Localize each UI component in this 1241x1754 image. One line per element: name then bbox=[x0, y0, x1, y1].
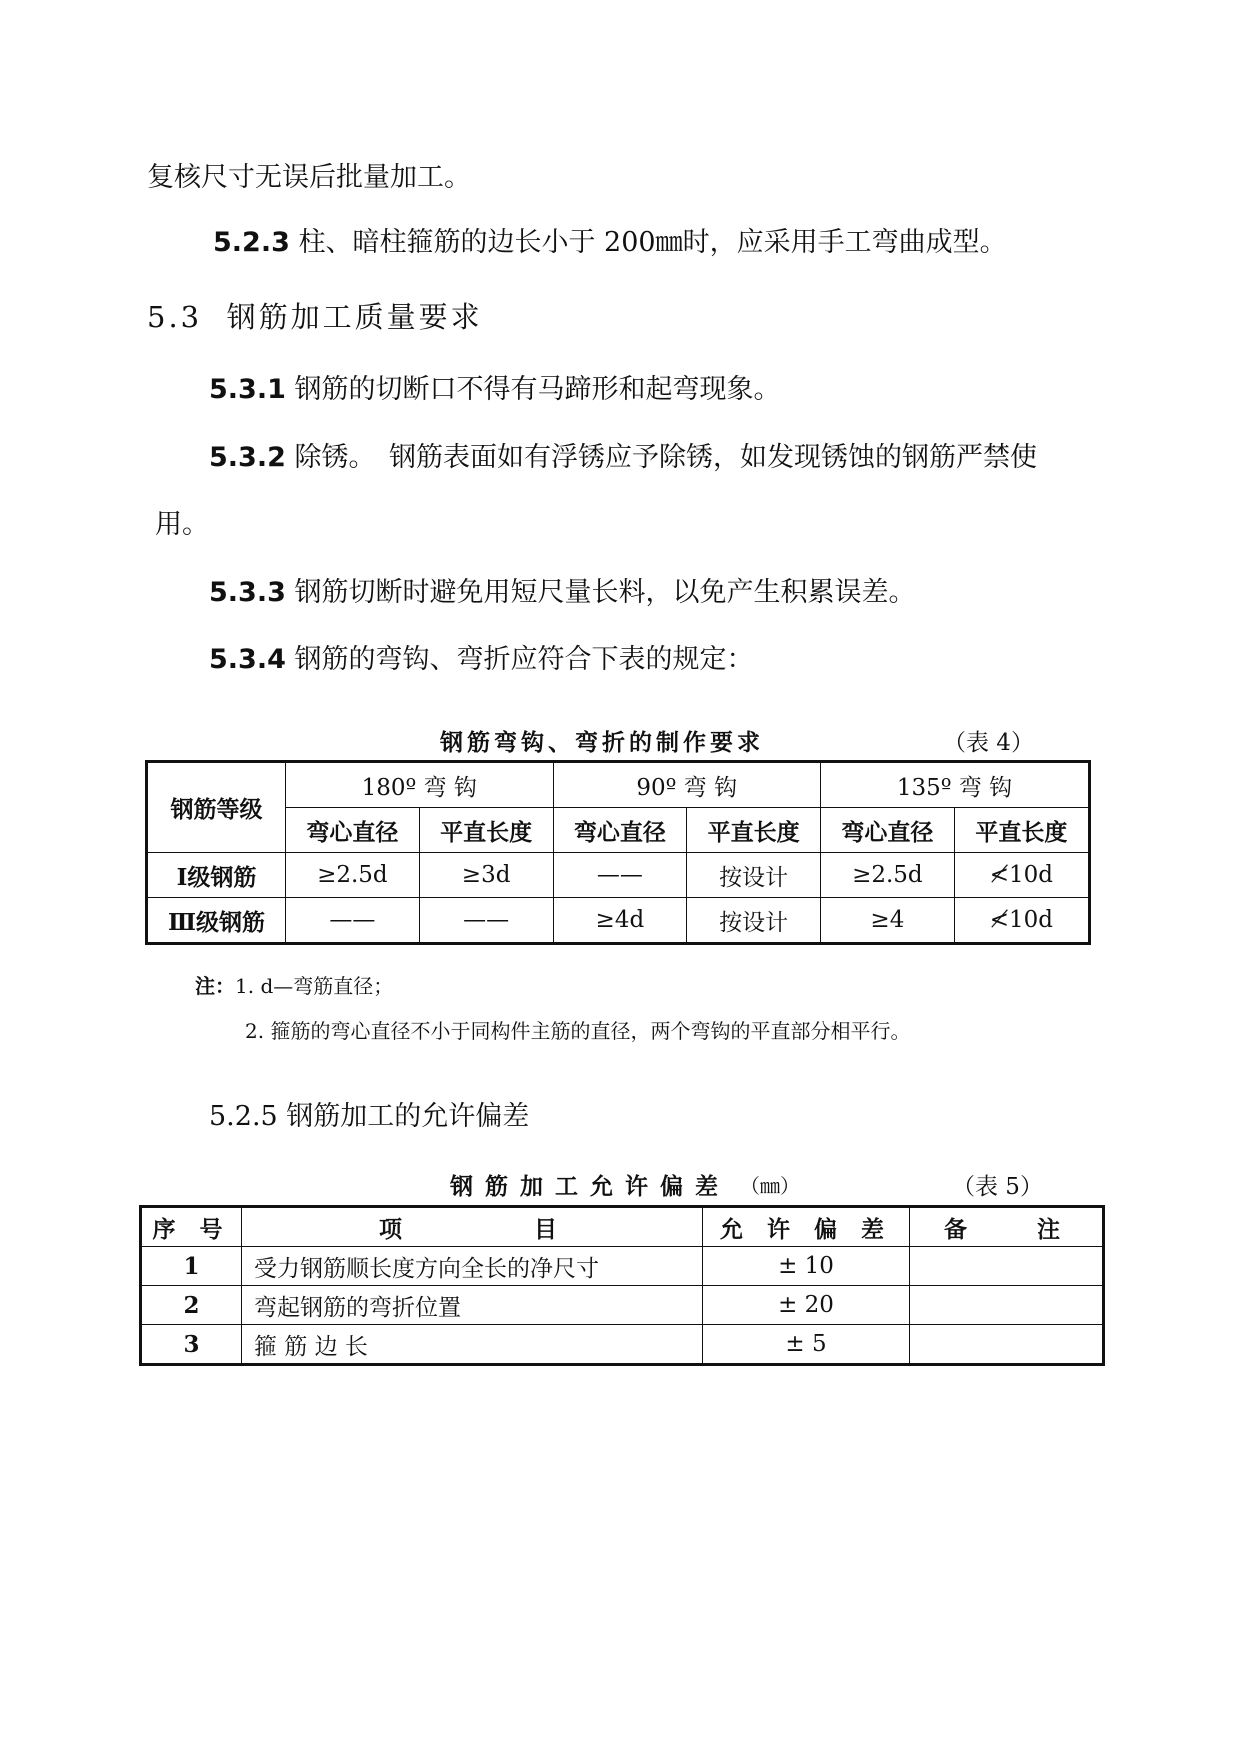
row-number: 2 bbox=[141, 1286, 242, 1325]
table-cell: ≥2.5d bbox=[821, 853, 955, 898]
row-remark bbox=[910, 1247, 1104, 1286]
table5-tag: （表 5） bbox=[952, 1174, 1043, 1200]
section-title: 钢筋加工质量要求 bbox=[226, 300, 483, 334]
group-header-180: 180º 弯 钩 bbox=[286, 762, 554, 808]
clause-5-3-2 bbox=[209, 441, 1037, 475]
clause-5-2-3 bbox=[213, 226, 1007, 260]
row-remark bbox=[910, 1286, 1104, 1325]
table-row bbox=[141, 1286, 1104, 1325]
note-text: 1. d—弯筋直径； bbox=[235, 974, 394, 998]
table-row bbox=[141, 1325, 1104, 1365]
note-label: 注： bbox=[195, 974, 235, 998]
paragraph-continuation: 复核尺寸无误后批量加工。 bbox=[147, 162, 471, 193]
table-cell: ≮10d bbox=[954, 898, 1089, 944]
clause-text: 钢筋的弯钩、弯折应符合下表的规定： bbox=[294, 644, 754, 675]
subheader: 平直长度 bbox=[687, 808, 821, 853]
row-number: 3 bbox=[141, 1325, 242, 1365]
subheader: 弯心直径 bbox=[286, 808, 420, 853]
header-no: 序 号 bbox=[141, 1207, 242, 1247]
row-item: 箍 筋 边 长 bbox=[242, 1325, 703, 1365]
row-tolerance: ± 10 bbox=[703, 1247, 910, 1286]
row-number: 1 bbox=[141, 1247, 242, 1286]
group-header-90: 90º 弯 钩 bbox=[553, 762, 821, 808]
hook-requirements-table bbox=[145, 760, 1091, 945]
table4-note-2: 2. 箍筋的弯心直径不小于同构件主筋的直径，两个弯钩的平直部分相平行。 bbox=[245, 1019, 911, 1043]
clause-text: 钢筋切断时避免用短尺量长料，以免产生积累误差。 bbox=[294, 577, 916, 608]
row-tolerance: ± 20 bbox=[703, 1286, 910, 1325]
grade-cell: Ⅲ级钢筋 bbox=[147, 898, 286, 944]
subheader: 弯心直径 bbox=[821, 808, 955, 853]
clause-5-2-5: 5.2.5 钢筋加工的允许偏差 bbox=[209, 1101, 530, 1132]
clause-number: 5.3.2 bbox=[209, 442, 286, 473]
grade-header: 钢筋等级 bbox=[147, 762, 286, 853]
subheader: 平直长度 bbox=[954, 808, 1089, 853]
clause-text: 除锈。 钢筋表面如有浮锈应予除锈，如发现锈蚀的钢筋严禁使 bbox=[294, 442, 1037, 473]
table-subheader-row bbox=[147, 808, 1090, 853]
clause-5-3-4 bbox=[209, 643, 753, 677]
table-row bbox=[141, 1247, 1104, 1286]
clause-text: 钢筋的切断口不得有马蹄形和起弯现象。 bbox=[294, 374, 781, 405]
table-cell: —— bbox=[286, 898, 420, 944]
table-header-row bbox=[141, 1207, 1104, 1247]
table5-caption: 钢筋加工允许偏差 bbox=[450, 1173, 730, 1200]
subheader: 平直长度 bbox=[419, 808, 553, 853]
table-cell: 按设计 bbox=[687, 898, 821, 944]
table-cell: ≥4d bbox=[553, 898, 687, 944]
table-cell: —— bbox=[553, 853, 687, 898]
row-item: 弯起钢筋的弯折位置 bbox=[242, 1286, 703, 1325]
grade-cell: Ⅰ级钢筋 bbox=[147, 853, 286, 898]
clause-5-3-3 bbox=[209, 576, 915, 610]
header-remark: 备 注 bbox=[910, 1207, 1104, 1247]
table4-caption: 钢筋弯钩、弯折的制作要求 bbox=[440, 729, 764, 756]
clause-5-3-2-continuation: 用。 bbox=[155, 509, 209, 540]
row-remark bbox=[910, 1325, 1104, 1365]
table-cell: ≥3d bbox=[419, 853, 553, 898]
table-cell: ≥4 bbox=[821, 898, 955, 944]
table-cell: —— bbox=[419, 898, 553, 944]
table-cell: ≥2.5d bbox=[286, 853, 420, 898]
clause-number: 5.3.4 bbox=[209, 644, 286, 675]
table-row bbox=[147, 898, 1090, 944]
table4-note-1 bbox=[195, 970, 393, 999]
clause-number: 5.3.1 bbox=[209, 374, 286, 405]
clause-text: 柱、暗柱箍筋的边长小于 200㎜时，应采用手工弯曲成型。 bbox=[298, 227, 1007, 258]
header-item: 项 目 bbox=[242, 1207, 703, 1247]
table-cell: 按设计 bbox=[687, 853, 821, 898]
row-tolerance: ± 5 bbox=[703, 1325, 910, 1365]
section-number: 5.3 bbox=[147, 300, 203, 334]
row-item: 受力钢筋顺长度方向全长的净尺寸 bbox=[242, 1247, 703, 1286]
header-tolerance: 允 许 偏 差 bbox=[703, 1207, 910, 1247]
subheader: 弯心直径 bbox=[553, 808, 687, 853]
group-header-135: 135º 弯 钩 bbox=[821, 762, 1090, 808]
table4-tag: （表 4） bbox=[943, 730, 1034, 756]
section-heading-5-3 bbox=[147, 300, 483, 334]
clause-5-3-1 bbox=[209, 373, 780, 407]
table-header-row bbox=[147, 762, 1090, 808]
clause-number: 5.2.3 bbox=[213, 227, 290, 258]
table-cell: ≮10d bbox=[954, 853, 1089, 898]
table-row bbox=[147, 853, 1090, 898]
tolerance-table bbox=[139, 1205, 1105, 1366]
table5-unit: （㎜） bbox=[740, 1174, 800, 1198]
clause-number: 5.3.3 bbox=[209, 577, 286, 608]
